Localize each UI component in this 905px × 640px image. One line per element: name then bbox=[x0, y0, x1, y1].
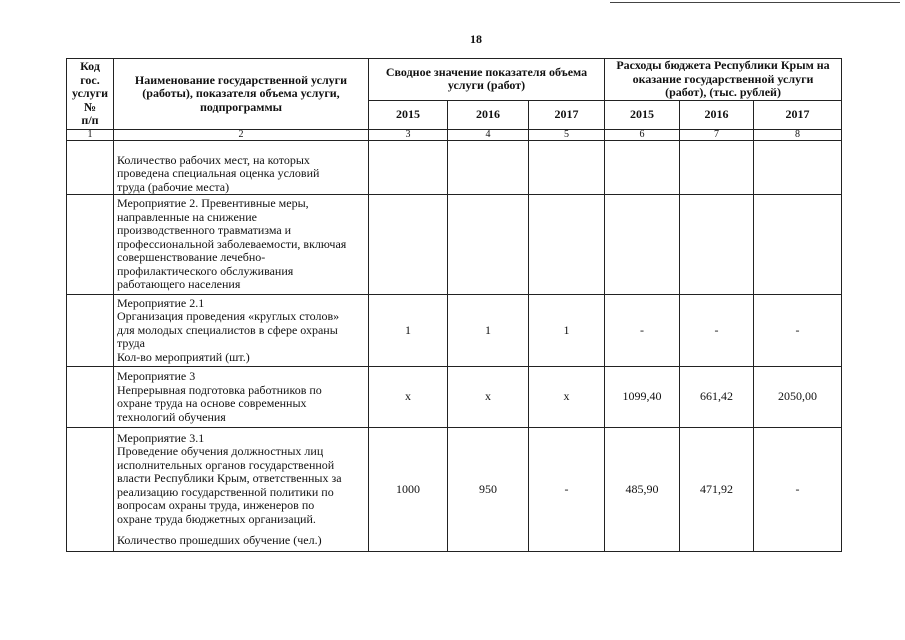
row-value bbox=[754, 195, 842, 295]
row-value: 1 bbox=[369, 295, 448, 367]
header-year: 2017 bbox=[529, 100, 605, 129]
table-row bbox=[67, 295, 842, 367]
header-year: 2015 bbox=[369, 100, 448, 129]
row-value bbox=[605, 140, 680, 195]
row-value: - bbox=[754, 428, 842, 552]
row-value: 1099,40 bbox=[605, 367, 680, 428]
header-code: Код гос. услуги № п/п bbox=[67, 59, 114, 130]
row-value: 1000 bbox=[369, 428, 448, 552]
row-code bbox=[67, 140, 114, 195]
header-name: Наименование государственной услуги (работы), показателя объема услуги, подпрограммы bbox=[114, 59, 369, 130]
row-value: 1 bbox=[448, 295, 529, 367]
row-value: x bbox=[369, 367, 448, 428]
row-value: 471,92 bbox=[680, 428, 754, 552]
row-code bbox=[67, 367, 114, 428]
row-value bbox=[605, 195, 680, 295]
row-value bbox=[448, 140, 529, 195]
header-year: 2016 bbox=[680, 100, 754, 129]
column-number-row bbox=[67, 129, 842, 140]
table-row bbox=[67, 367, 842, 428]
row-value: x bbox=[448, 367, 529, 428]
row-value bbox=[529, 195, 605, 295]
budget-table bbox=[66, 58, 842, 552]
row-value bbox=[529, 140, 605, 195]
header-volume-group: Сводное значение показателя объема услуги (работ) bbox=[369, 59, 605, 101]
row-value: 485,90 bbox=[605, 428, 680, 552]
row-name: Мероприятие 2. Превентивные меры, направленные на снижение производственного травматизма и профессиональной заболеваемости, включая совершенствование лечебно- профилактического обслуживания работающего населения bbox=[114, 195, 369, 295]
header-year: 2016 bbox=[448, 100, 529, 129]
column-number: 6 bbox=[605, 129, 680, 140]
row-code bbox=[67, 195, 114, 295]
column-number: 5 bbox=[529, 129, 605, 140]
page-number: 18 bbox=[470, 32, 482, 46]
row-value bbox=[680, 195, 754, 295]
column-number: 8 bbox=[754, 129, 842, 140]
row-value: x bbox=[529, 367, 605, 428]
header-year: 2015 bbox=[605, 100, 680, 129]
row-value: 661,42 bbox=[680, 367, 754, 428]
column-number: 2 bbox=[114, 129, 369, 140]
row-value bbox=[448, 195, 529, 295]
top-rule bbox=[610, 2, 900, 3]
row-value: 1 bbox=[529, 295, 605, 367]
column-number: 4 bbox=[448, 129, 529, 140]
row-value bbox=[369, 195, 448, 295]
table-row bbox=[67, 428, 842, 552]
row-value bbox=[754, 140, 842, 195]
row-value: 950 bbox=[448, 428, 529, 552]
row-name: Мероприятие 2.1 Организация проведения «круглых столов» для молодых специалистов в сфере охраны труда Кол-во мероприятий (шт.) bbox=[114, 295, 369, 367]
row-value bbox=[680, 140, 754, 195]
row-value: - bbox=[529, 428, 605, 552]
header-budget-group: Расходы бюджета Республики Крым на оказание государственной услуги (работ), (тыс. рублей) bbox=[605, 59, 842, 101]
column-number: 3 bbox=[369, 129, 448, 140]
row-value: 2050,00 bbox=[754, 367, 842, 428]
column-number: 7 bbox=[680, 129, 754, 140]
table-row bbox=[67, 140, 842, 195]
row-value: - bbox=[754, 295, 842, 367]
column-number: 1 bbox=[67, 129, 114, 140]
row-name: Количество рабочих мест, на которых проведена специальная оценка условий труда (рабочие места) bbox=[114, 140, 369, 195]
row-code bbox=[67, 428, 114, 552]
row-name: Мероприятие 3 Непрерывная подготовка работников по охране труда на основе современных технологий обучения bbox=[114, 367, 369, 428]
row-name: Мероприятие 3.1 Проведение обучения должностных лиц исполнительных органов государственной власти Республики Крым, ответственных за реализацию государственной политики по вопросам охраны труда, инженеров по охране труда бюджетных организаций. Количество прошедших обучение (чел.) bbox=[114, 428, 369, 552]
table-row bbox=[67, 195, 842, 295]
row-code bbox=[67, 295, 114, 367]
header-year: 2017 bbox=[754, 100, 842, 129]
row-value bbox=[369, 140, 448, 195]
row-value: - bbox=[605, 295, 680, 367]
header-row-1 bbox=[67, 59, 842, 101]
row-value: - bbox=[680, 295, 754, 367]
